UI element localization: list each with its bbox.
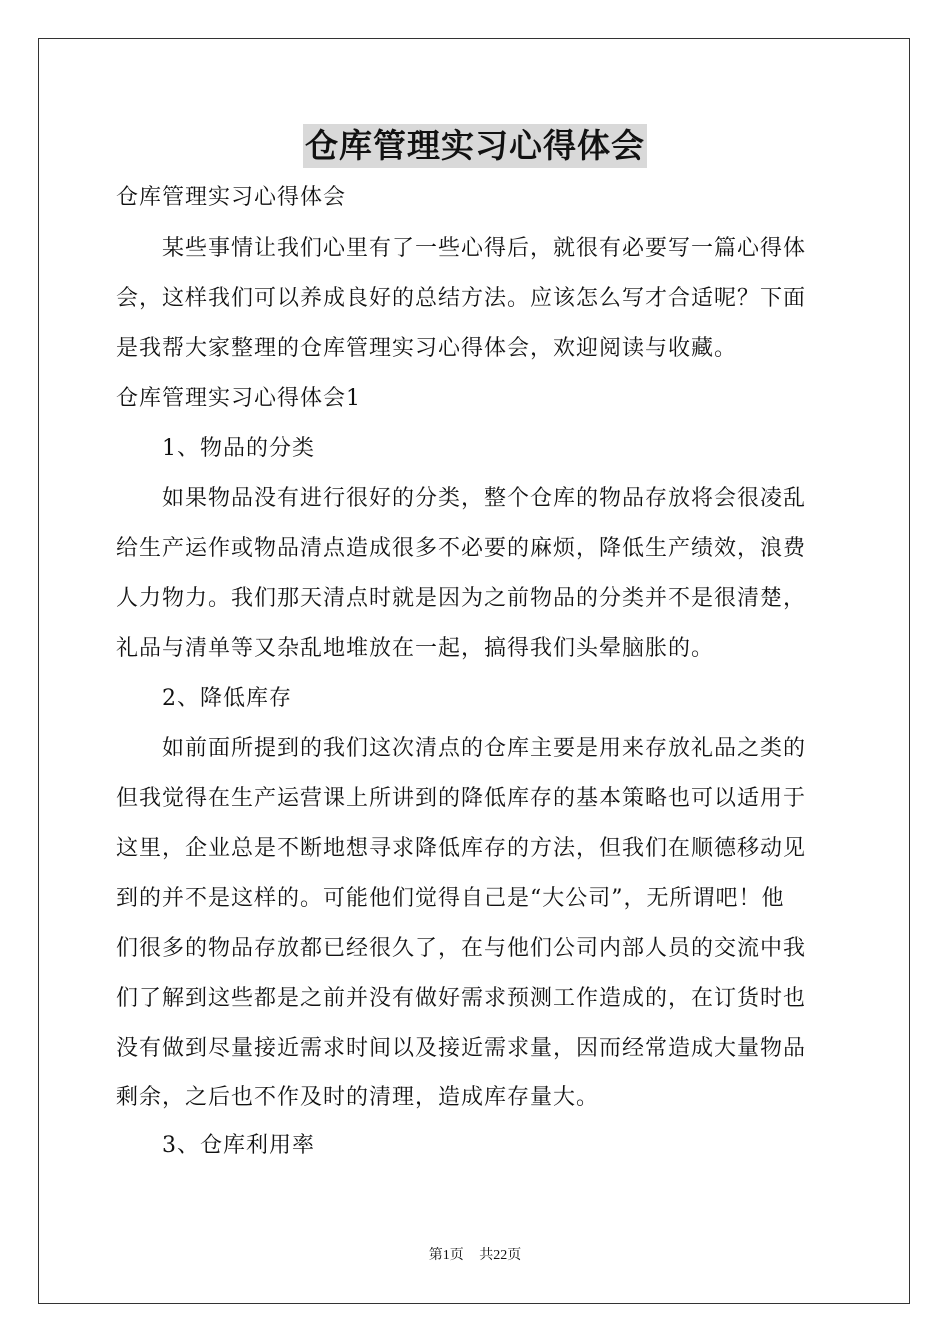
body-line: 到的并不是这样的。可能他们觉得自己是“大公司”，无所谓吧！他: [116, 886, 785, 911]
subheading: 1、物品的分类: [116, 436, 315, 461]
body-line: 没有做到尽量接近需求时间以及接近需求量，因而经常造成大量物品: [116, 1036, 807, 1061]
body-line: 给生产运作或物品清点造成很多不必要的麻烦，降低生产绩效，浪费: [116, 536, 807, 561]
body-line: 如前面所提到的我们这次清点的仓库主要是用来存放礼品之类的: [116, 736, 807, 761]
body-line: 某些事情让我们心里有了一些心得后，就很有必要写一篇心得体: [116, 236, 807, 261]
subheading: 3、仓库利用率: [116, 1133, 315, 1158]
body-line: 们了解到这些都是之前并没有做好需求预测工作造成的，在订货时也: [116, 986, 807, 1011]
page-number: 第1页: [428, 1248, 464, 1263]
body-line: 剩余，之后也不作及时的清理，造成库存量大。: [116, 1085, 600, 1110]
body-line: 人力物力。我们那天清点时就是因为之前物品的分类并不是很清楚，: [116, 586, 807, 611]
body-line: 这里，企业总是不断地想寻求降低库存的方法，但我们在顺德移动见: [116, 836, 807, 861]
body-line: 但我觉得在生产运营课上所讲到的降低库存的基本策略也可以适用于: [116, 786, 807, 811]
body-line: 们很多的物品存放都已经很久了，在与他们公司内部人员的交流中我: [116, 936, 807, 961]
page-border: [38, 38, 910, 1304]
section-heading: 仓库管理实习心得体会1: [116, 386, 361, 411]
document-title: 仓库管理实习心得体会: [303, 124, 647, 168]
body-line: 如果物品没有进行很好的分类，整个仓库的物品存放将会很凌乱: [116, 486, 807, 511]
page-total: 共22页: [479, 1248, 522, 1263]
title-container: [0, 124, 950, 168]
body-line: 是我帮大家整理的仓库管理实习心得体会，欢迎阅读与收藏。: [116, 336, 738, 361]
body-line: 仓库管理实习心得体会: [116, 185, 347, 210]
body-line: 礼品与清单等又杂乱地堆放在一起，搞得我们头晕脑胀的。: [116, 636, 715, 661]
page-footer: [0, 1246, 950, 1266]
subheading: 2、降低库存: [116, 686, 292, 711]
body-line: 会，这样我们可以养成良好的总结方法。应该怎么写才合适呢？下面: [116, 286, 807, 311]
